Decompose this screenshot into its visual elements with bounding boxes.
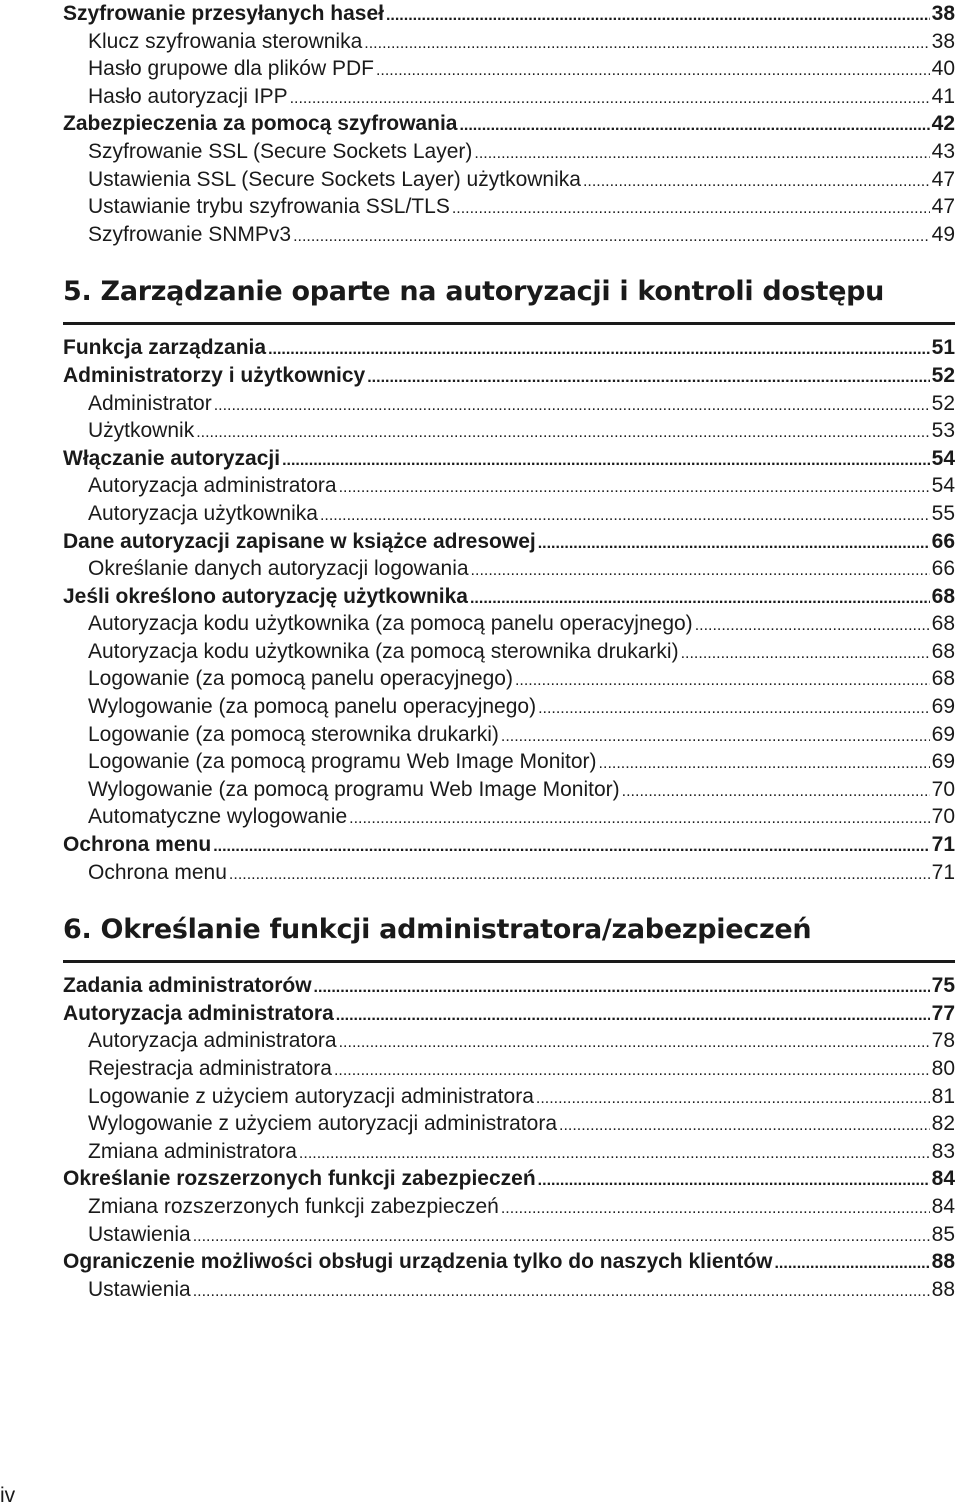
toc-entry-page: 82 <box>931 1112 955 1136</box>
dot-leader <box>299 1138 930 1166</box>
toc-entry-page: 69 <box>931 722 955 746</box>
toc-entry-title: Wylogowanie z użyciem autoryzacji administratora <box>88 1112 557 1136</box>
toc-entry-page: 66 <box>931 529 955 553</box>
toc-entry-page: 83 <box>931 1139 955 1163</box>
page-number-footer: iv <box>0 1484 16 1507</box>
toc-entry-title: Zmiana rozszerzonych funkcji zabezpieczeń <box>88 1194 499 1218</box>
toc-entry-title: Rejestracja administratora <box>88 1057 332 1080</box>
dot-leader <box>376 55 930 83</box>
toc-entry-title: Określanie rozszerzonych funkcji zabezpieczeń <box>63 1167 536 1191</box>
toc-entry-page: 49 <box>931 222 955 246</box>
toc-entry-page: 70 <box>931 805 955 829</box>
toc-subsection-entry[interactable] <box>63 417 955 445</box>
toc-section-entry[interactable] <box>63 972 955 1000</box>
dot-leader <box>268 334 930 362</box>
toc-entry-title: Logowanie (za pomocą sterownika drukarki) <box>88 722 499 746</box>
dot-leader <box>538 693 930 721</box>
toc-subsection-entry[interactable] <box>63 472 955 500</box>
toc-entry-title: Autoryzacja użytkownika <box>88 501 318 525</box>
toc-entry-title: Zadania administratorów <box>63 974 312 998</box>
dot-leader <box>214 390 930 418</box>
dot-leader <box>538 528 930 556</box>
dot-leader <box>193 1221 930 1249</box>
toc-subsection-entry[interactable] <box>63 1138 955 1166</box>
toc-entry-page: 88 <box>931 1250 955 1274</box>
dot-leader <box>290 83 930 111</box>
dot-leader <box>470 583 930 611</box>
toc-subsection-entry[interactable] <box>63 138 955 166</box>
toc-subsection-entry[interactable] <box>63 721 955 749</box>
toc-entry-page: 54 <box>931 474 955 498</box>
toc-entry-page: 47 <box>931 167 955 191</box>
toc-entry-page: 77 <box>931 1001 955 1025</box>
toc-subsection-entry[interactable] <box>63 859 955 887</box>
dot-leader <box>314 972 930 1000</box>
dot-leader <box>474 138 929 166</box>
toc-entry-page: 69 <box>931 695 955 719</box>
dot-leader <box>213 831 929 859</box>
toc-entry-title: Hasło grupowe dla plików PDF <box>88 57 374 81</box>
toc-entry-page: 84 <box>931 1194 955 1218</box>
toc-subsection-entry[interactable] <box>63 1110 955 1138</box>
toc-entry-title: Włączanie autoryzacji <box>63 446 281 470</box>
toc-entry-title: Zabezpieczenia za pomocą szyfrowania <box>63 112 458 136</box>
toc-entry-page: 40 <box>931 57 955 81</box>
dot-leader <box>695 610 930 638</box>
table-of-contents <box>63 0 955 1303</box>
toc-subsection-entry[interactable] <box>63 1055 955 1083</box>
dot-leader <box>515 665 930 693</box>
toc-entry-title: Automatyczne wylogowanie <box>88 805 348 829</box>
toc-entry-page: 51 <box>931 336 955 360</box>
toc-section-entry[interactable] <box>63 445 955 473</box>
chapter-heading: 6. Określanie funkcji administratora/zabezpieczeń <box>63 914 812 946</box>
toc-entry-title: Ograniczenie możliwości obsługi urządzenia tylko do naszych klientów <box>63 1250 773 1274</box>
toc-entry-page: 70 <box>931 777 955 801</box>
dot-leader <box>459 110 929 138</box>
toc-subsection-entry[interactable] <box>63 221 955 249</box>
toc-entry-page: 47 <box>931 195 955 219</box>
toc-entry-title: Logowanie (za pomocą panelu operacyjnego) <box>88 667 513 691</box>
toc-subsection-entry[interactable] <box>63 166 955 194</box>
toc-entry-title: Określanie danych autoryzacji logowania <box>88 557 469 581</box>
toc-entry-page: 43 <box>931 139 955 163</box>
toc-entry-page: 41 <box>931 84 955 108</box>
dot-leader <box>681 638 930 666</box>
dot-leader <box>774 1248 929 1276</box>
toc-entry-page: 38 <box>931 29 955 53</box>
toc-section-entry[interactable] <box>63 362 955 390</box>
toc-subsection-entry[interactable] <box>63 693 955 721</box>
toc-entry-page: 66 <box>931 557 955 581</box>
toc-entry-title: Autoryzacja kodu użytkownika (za pomocą sterownika drukarki) <box>88 639 679 663</box>
dot-leader <box>293 221 930 249</box>
toc-entry-title: Jeśli określono autoryzację użytkownika <box>63 584 468 608</box>
toc-section-entry[interactable] <box>63 0 955 28</box>
dot-leader <box>622 776 930 804</box>
toc-entry-title: Ustawienia <box>88 1222 191 1246</box>
dot-leader <box>583 166 930 194</box>
toc-entry-page: 42 <box>931 112 955 136</box>
toc-subsection-entry[interactable] <box>63 83 955 111</box>
toc-entry-page: 68 <box>931 612 955 636</box>
toc-entry-page: 55 <box>931 501 955 525</box>
dot-leader <box>229 859 930 887</box>
toc-subsection-entry[interactable] <box>63 776 955 804</box>
dot-leader <box>196 417 929 445</box>
dot-leader <box>367 362 929 390</box>
toc-entry-title: Ochrona menu <box>63 833 212 857</box>
toc-subsection-entry[interactable] <box>63 193 955 221</box>
dot-leader <box>599 748 930 776</box>
toc-entry-page: 81 <box>931 1084 955 1108</box>
toc-subsection-entry[interactable] <box>63 1083 955 1111</box>
dot-leader <box>339 472 930 500</box>
toc-entry-title: Logowanie (za pomocą programu Web Image Monitor) <box>88 750 597 774</box>
toc-entry-page: 68 <box>931 667 955 691</box>
toc-section-entry[interactable] <box>63 583 955 611</box>
toc-subsection-entry[interactable] <box>63 1193 955 1221</box>
toc-entry-page: 52 <box>931 363 955 387</box>
toc-subsection-entry[interactable] <box>63 665 955 693</box>
toc-entry-page: 54 <box>931 446 955 470</box>
dot-leader <box>339 1027 930 1055</box>
chapter-rule <box>63 322 955 325</box>
toc-section-entry[interactable] <box>63 1248 955 1276</box>
toc-entry-title: Ochrona menu <box>88 860 227 884</box>
toc-entry-title: Autoryzacja kodu użytkownika (za pomocą panelu operacyjnego) <box>88 612 693 636</box>
toc-subsection-entry[interactable] <box>63 500 955 528</box>
toc-entry-title: Autoryzacja administratora <box>63 1001 334 1025</box>
dot-leader <box>364 28 929 56</box>
toc-entry-title: Szyfrowanie przesyłanych haseł <box>63 2 384 25</box>
toc-entry-page: 68 <box>931 639 955 663</box>
toc-entry-page: 53 <box>931 419 955 443</box>
toc-subsection-entry[interactable] <box>63 28 955 56</box>
toc-subsection-entry[interactable] <box>63 1276 955 1304</box>
toc-subsection-entry[interactable] <box>63 748 955 776</box>
dot-leader <box>471 555 930 583</box>
toc-subsection-entry[interactable] <box>63 610 955 638</box>
dot-leader <box>538 1165 930 1193</box>
toc-section-entry[interactable] <box>63 528 955 556</box>
toc-entry-page: 71 <box>931 833 955 857</box>
toc-entry-page: 71 <box>931 860 955 884</box>
toc-entry-title: Szyfrowanie SNMPv3 <box>88 222 292 246</box>
toc-subsection-entry[interactable] <box>63 1221 955 1249</box>
toc-entry-title: Dane autoryzacji zapisane w książce adresowej <box>63 529 536 553</box>
dot-leader <box>193 1276 930 1304</box>
toc-entry-title: Hasło autoryzacji IPP <box>88 84 288 108</box>
toc-subsection-entry[interactable] <box>63 803 955 831</box>
dot-leader <box>452 193 930 221</box>
chapter-heading: 5. Zarządzanie oparte na autoryzacji i kontroli dostępu <box>63 276 885 308</box>
toc-entry-title: Wylogowanie (za pomocą panelu operacyjnego) <box>88 695 537 719</box>
toc-entry-title: Autoryzacja administratora <box>88 474 337 498</box>
dot-leader <box>349 803 930 831</box>
toc-entry-page: 38 <box>931 2 955 25</box>
toc-entry-title: Użytkownik <box>88 419 195 443</box>
dot-leader <box>334 1055 930 1083</box>
toc-entry-page: 75 <box>931 974 955 998</box>
toc-subsection-entry[interactable] <box>63 638 955 666</box>
toc-subsection-entry[interactable] <box>63 555 955 583</box>
toc-entry-title: Ustawienia SSL (Secure Sockets Layer) użytkownika <box>88 167 581 191</box>
toc-entry-page: 85 <box>931 1222 955 1246</box>
toc-subsection-entry[interactable] <box>63 390 955 418</box>
toc-entry-page: 88 <box>931 1277 955 1301</box>
dot-leader <box>282 445 930 473</box>
toc-entry-title: Ustawianie trybu szyfrowania SSL/TLS <box>88 195 450 219</box>
dot-leader <box>386 0 930 28</box>
dot-leader <box>559 1110 930 1138</box>
toc-entry-title: Ustawienia <box>88 1277 191 1301</box>
toc-section-entry[interactable] <box>63 110 955 138</box>
toc-entry-title: Administratorzy i użytkownicy <box>63 363 366 387</box>
toc-section-entry[interactable] <box>63 1000 955 1028</box>
dot-leader <box>336 1000 930 1028</box>
toc-entry-title: Funkcja zarządzania <box>63 336 267 360</box>
dot-leader <box>501 1193 930 1221</box>
chapter-rule <box>63 960 955 963</box>
toc-entry-title: Wylogowanie (za pomocą programu Web Image Monitor) <box>88 777 620 801</box>
toc-entry-title: Administrator <box>88 391 212 415</box>
toc-subsection-entry[interactable] <box>63 55 955 83</box>
toc-section-entry[interactable] <box>63 1165 955 1193</box>
toc-entry-page: 80 <box>931 1057 955 1080</box>
toc-entry-page: 84 <box>931 1167 955 1191</box>
toc-entry-title: Szyfrowanie SSL (Secure Sockets Layer) <box>88 139 473 163</box>
toc-entry-page: 78 <box>931 1029 955 1053</box>
dot-leader <box>501 721 930 749</box>
toc-entry-title: Autoryzacja administratora <box>88 1029 337 1053</box>
toc-entry-title: Klucz szyfrowania sterownika <box>88 29 363 53</box>
toc-subsection-entry[interactable] <box>63 1027 955 1055</box>
toc-entry-page: 69 <box>931 750 955 774</box>
dot-leader <box>536 1083 930 1111</box>
toc-entry-page: 68 <box>931 584 955 608</box>
dot-leader <box>320 500 930 528</box>
toc-entry-page: 52 <box>931 391 955 415</box>
toc-section-entry[interactable] <box>63 831 955 859</box>
toc-entry-title: Zmiana administratora <box>88 1139 297 1163</box>
toc-entry-title: Logowanie z użyciem autoryzacji administratora <box>88 1084 534 1108</box>
toc-section-entry[interactable] <box>63 334 955 362</box>
